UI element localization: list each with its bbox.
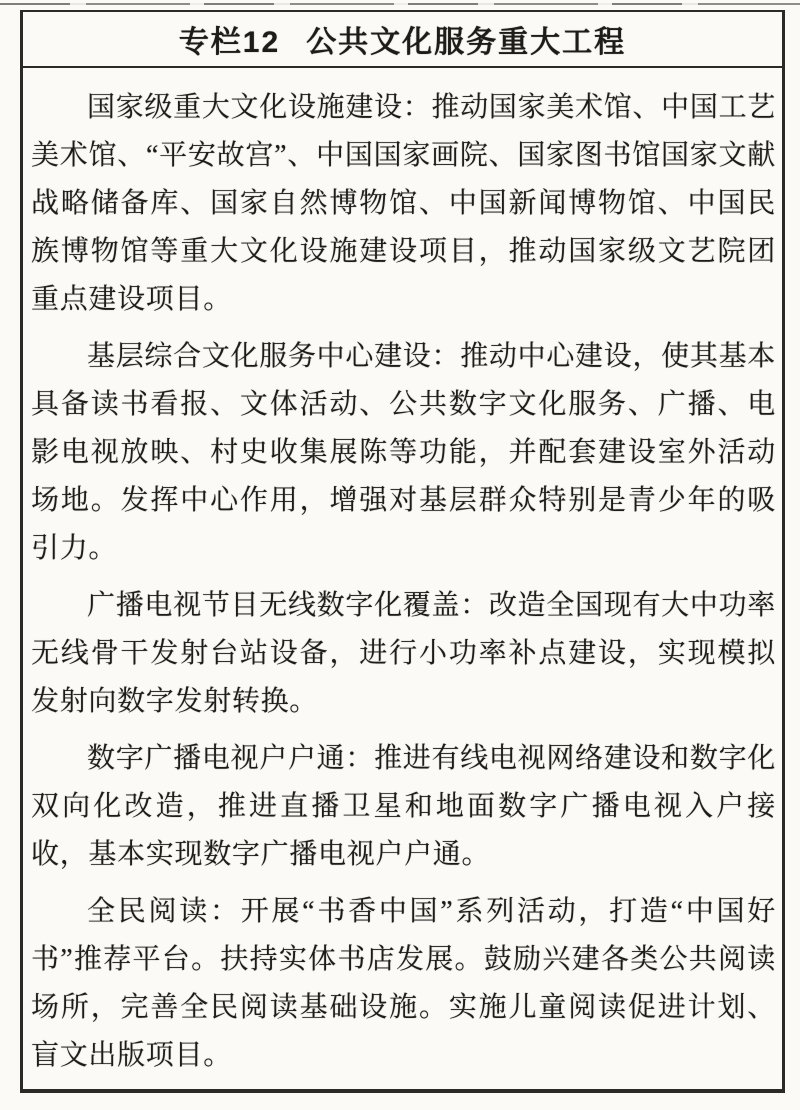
panel-title: [23, 12, 782, 68]
scan-artifact-line: [0, 3, 800, 5]
column-12-panel: [20, 10, 785, 1093]
paragraph-grassroots-service-centers: 基层综合文化服务中心建设：推动中心建设，使其基本具备读书看报、文体活动、公共数字文化服务、广播、电影电视放映、村史收集展陈等功能，并配套建设室外活动场地。发挥中心作用，增强对基层群众特别是青少年的吸引力。: [31, 341, 776, 564]
paragraph-digital-tv-to-every-household: 数字广播电视户户通：推进有线电视网络建设和数字化双向化改造，推进直播卫星和地面数字广播电视入户接收，基本实现数字广播电视户户通。: [31, 743, 776, 870]
paragraph-wireless-digital-broadcast-coverage: 广播电视节目无线数字化覆盖：改造全国现有大中功率无线骨干发射台站设备，进行小功率补点建设，实现模拟发射向数字发射转换。: [31, 590, 776, 717]
paragraph-national-cultural-facilities: 国家级重大文化设施建设：推动国家美术馆、中国工艺美术馆、“平安故宫”、中国国家画院、国家图书馆国家文献战略储备库、国家自然博物馆、中国新闻博物馆、中国民族博物馆等重大文化设施建设项目，推动国家级文艺院团重点建设项目。: [31, 92, 776, 315]
column-label: 专栏12: [178, 26, 281, 59]
paragraph-nationwide-reading: 全民阅读：开展“书香中国”系列活动，打造“中国好书”推荐平台。扶持实体书店发展。鼓励兴建各类公共阅读场所，完善全民阅读基础设施。实施儿童阅读促进计划、盲文出版项目。: [31, 896, 776, 1071]
panel-title-text: 公共文化服务重大工程: [306, 26, 627, 59]
panel-body: [23, 68, 782, 1080]
